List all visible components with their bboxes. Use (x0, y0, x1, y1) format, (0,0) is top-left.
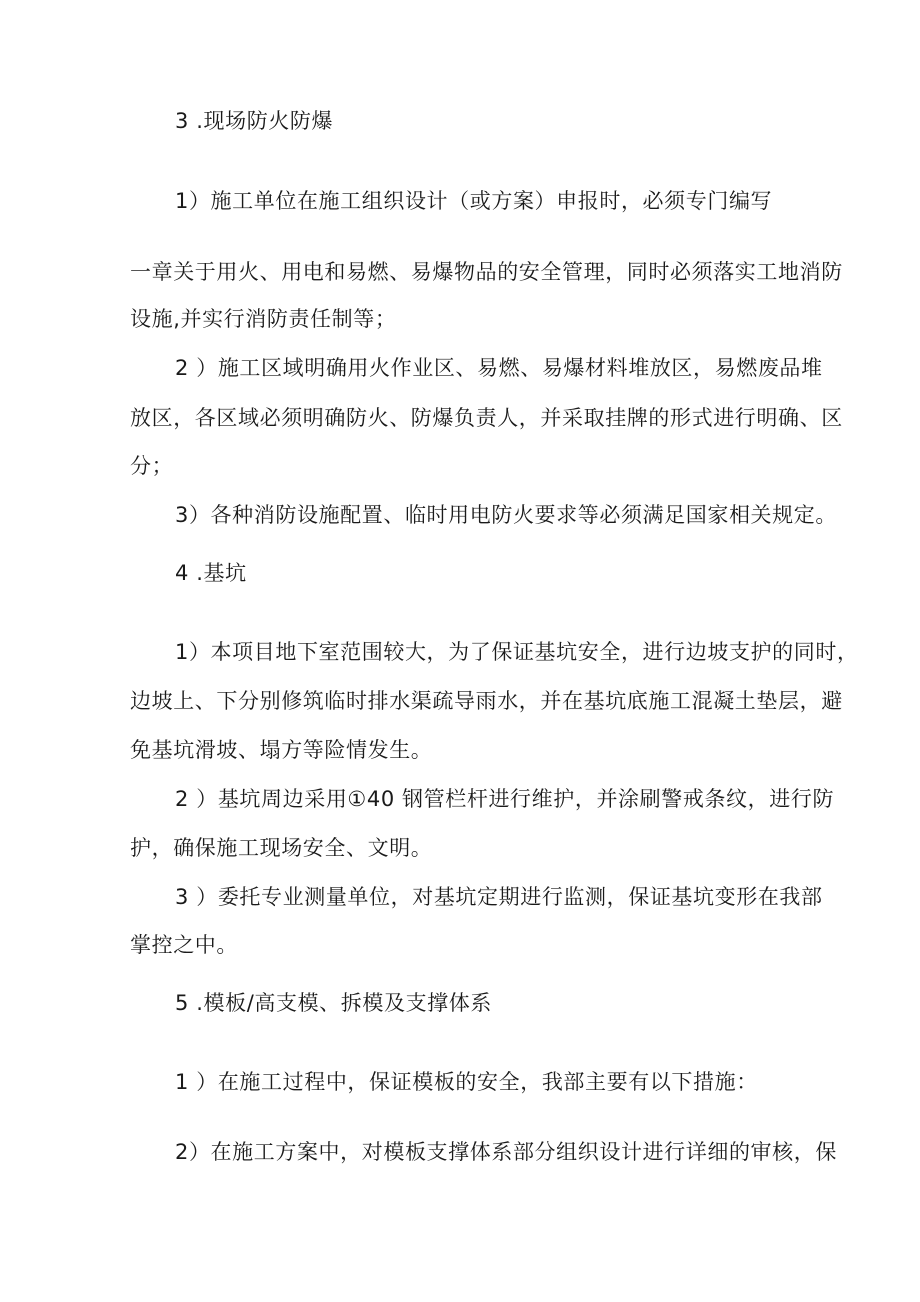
paragraph-line: 放区，各区域必须明确防火、防爆负责人，并采取挂牌的形式进行明确、区 (130, 406, 843, 430)
paragraph-line: 边坡上、下分别修筑临时排水渠疏导雨水，并在基坑底施工混凝土垫层，避 (130, 689, 843, 713)
paragraph-line: 3）各种消防设施配置、临时用电防火要求等必须满足国家相关规定。 (175, 503, 837, 527)
section-heading-fire-prevention: 3 .现场防火防爆 (175, 109, 334, 133)
paragraph-line: 3 ）委托专业测量单位，对基坑定期进行监测，保证基坑变形在我部 (175, 885, 823, 909)
paragraph-line: 2 ）基坑周边采用①40 钢管栏杆进行维护，并涂刷警戒条纹，进行防 (175, 787, 835, 811)
section-heading-foundation-pit: 4 .基坑 (175, 561, 247, 585)
section-heading-formwork: 5 .模板/高支模、拆模及支撑体系 (175, 991, 492, 1015)
paragraph-line: 一章关于用火、用电和易燃、易爆物品的安全管理，同时必须落实工地消防 (130, 260, 843, 284)
paragraph-line: 分； (130, 454, 174, 478)
paragraph-line: 1）施工单位在施工组织设计（或方案）申报时，必须专门编写 (175, 189, 773, 213)
paragraph-line: 2 ）施工区域明确用火作业区、易燃、易爆材料堆放区，易燃废品堆 (175, 356, 823, 380)
paragraph-line: 护，确保施工现场安全、文明。 (130, 836, 433, 860)
paragraph-line: 1 ）在施工过程中，保证模板的安全，我部主要有以下措施： (175, 1070, 758, 1094)
paragraph-line: 设施,并实行消防责任制等； (130, 307, 397, 331)
paragraph-line: 1）本项目地下室范围较大，为了保证基坑安全，进行边坡支护的同时， (175, 640, 859, 664)
paragraph-line: 2）在施工方案中，对模板支撑体系部分组织设计进行详细的审核，保 (175, 1140, 837, 1164)
paragraph-line: 掌控之中。 (130, 933, 238, 957)
paragraph-line: 免基坑滑坡、塌方等险情发生。 (130, 738, 433, 762)
